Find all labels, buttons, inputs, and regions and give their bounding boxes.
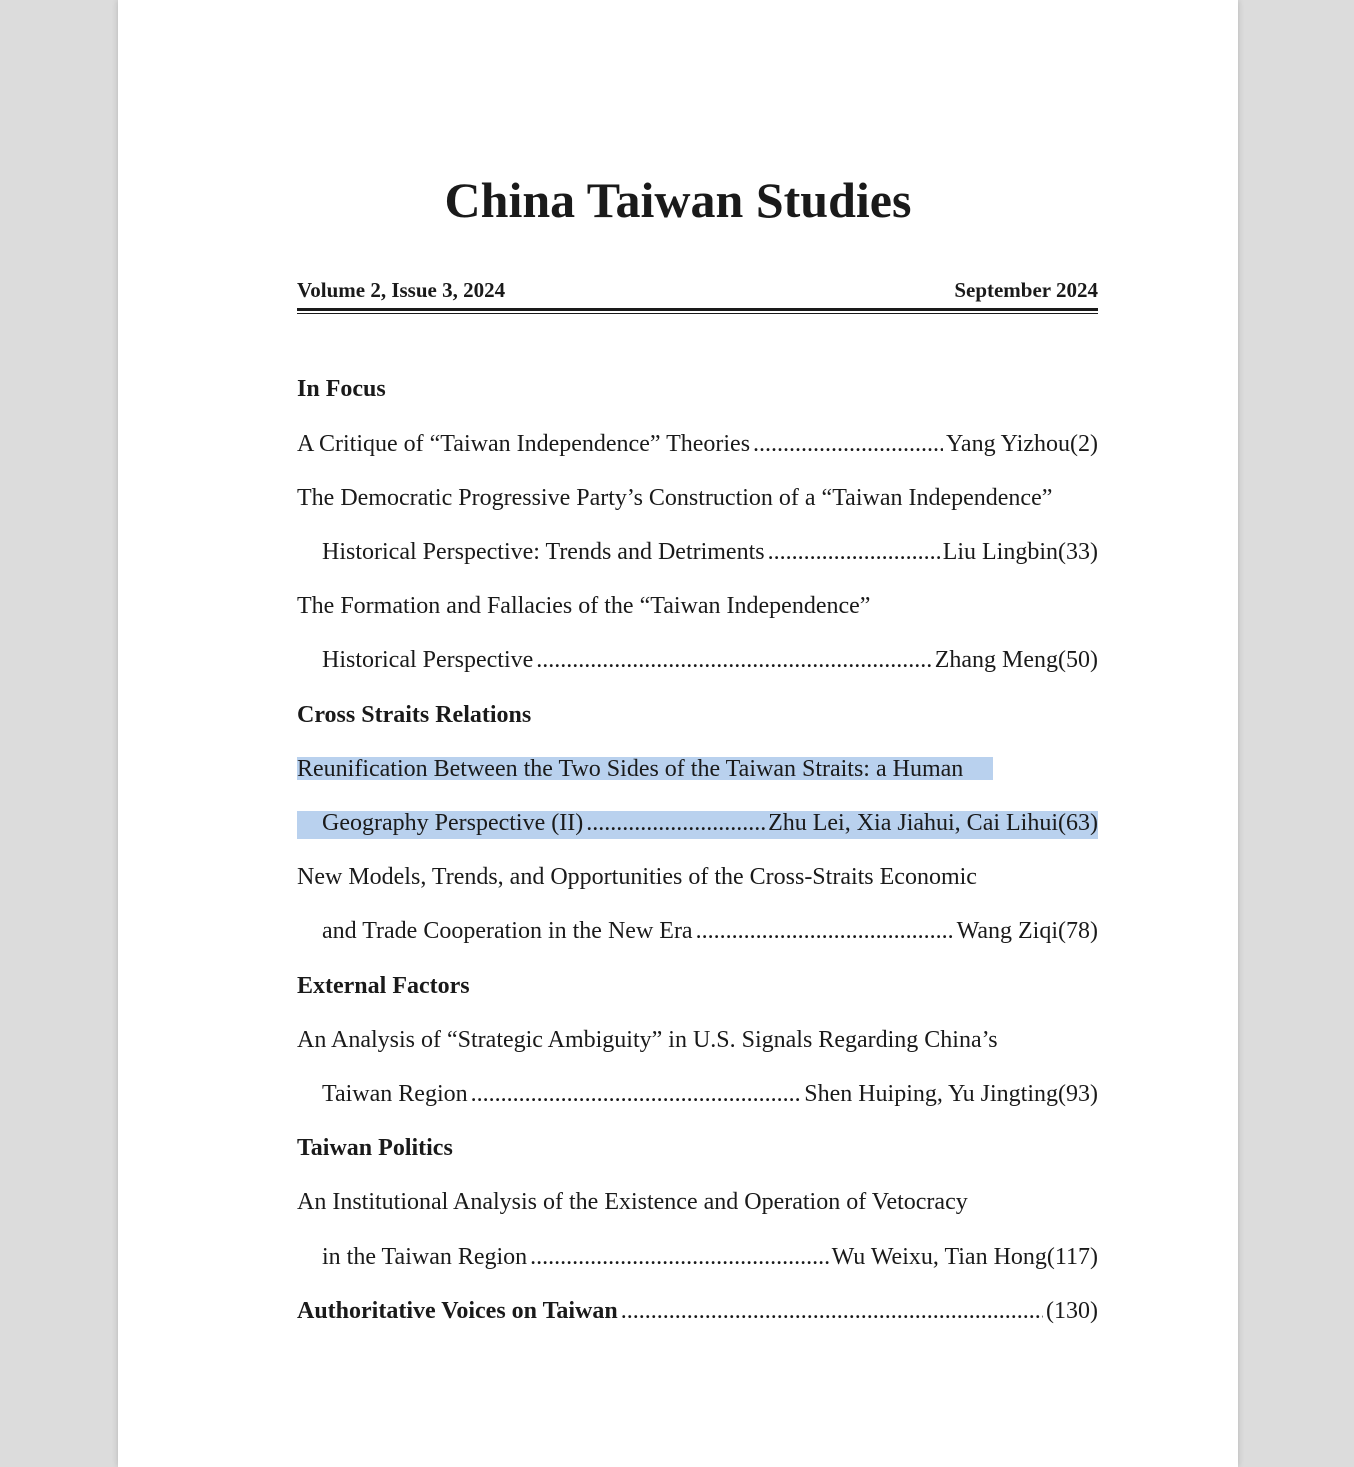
article-title-cont: Historical Perspective [322,647,534,673]
section-heading: External Factors [297,973,470,999]
article-title: An Analysis of “Strategic Ambiguity” in U.S. Signals Regarding China’s [297,1027,998,1053]
section-heading: In Focus [297,376,386,402]
article-author-page: Liu Lingbin(33) [942,539,1098,565]
toc-entry[interactable] [297,1024,1098,1056]
toc-entry-continuation[interactable] [322,644,1098,676]
article-title: The Formation and Fallacies of the “Taiwan Independence” [297,593,871,619]
dot-leader [471,1078,802,1110]
section-heading-inline: Authoritative Voices on Taiwan [297,1298,618,1324]
issue-info-row [297,276,1098,304]
dot-leader [621,1295,1043,1327]
article-title-cont: Geography Perspective (II) [322,810,584,836]
article-title: An Institutional Analysis of the Existence and Operation of Vetocracy [297,1189,968,1215]
dot-leader [753,428,943,460]
issue-date: September 2024 [954,278,1098,302]
toc-entry-continuation-selected[interactable] [322,807,1098,839]
toc-entry[interactable] [297,590,1098,622]
toc-entry-selected[interactable] [297,753,1098,785]
section-heading: Cross Straits Relations [297,702,532,728]
header-rule-thin [297,313,1098,314]
toc-entry-authoritative-voices[interactable] [297,1295,1098,1327]
article-title-cont: and Trade Cooperation in the New Era [322,918,693,944]
issue-volume: Volume 2, Issue 3, 2024 [297,278,506,302]
document-page [118,0,1238,1467]
journal-title: China Taiwan Studies [444,172,912,228]
article-author-page: Wang Ziqi(78) [956,918,1098,944]
dot-leader [586,807,765,839]
toc-entry[interactable] [297,428,1098,460]
toc-entry[interactable] [297,861,1098,893]
article-page: (130) [1046,1298,1098,1324]
article-title: The Democratic Progressive Party’s Construction of a “Taiwan Independence” [297,485,1053,511]
toc-entry[interactable] [297,1186,1098,1218]
article-title: New Models, Trends, and Opportunities of the Cross-Straits Economic [297,864,977,890]
dot-leader [530,1241,828,1273]
article-author-page: Shen Huiping, Yu Jingting(93) [804,1081,1098,1107]
article-title: Reunification Between the Two Sides of the Taiwan Straits: a Human [297,756,964,782]
toc-entry-continuation[interactable] [322,915,1098,947]
article-title-cont: Taiwan Region [322,1081,468,1107]
article-author-page: Wu Weixu, Tian Hong(117) [831,1244,1098,1270]
section-heading: Taiwan Politics [297,1135,453,1161]
article-author-page: Zhang Meng(50) [934,647,1098,673]
toc-entry-continuation[interactable] [322,1078,1098,1110]
header-rule-thick [297,308,1098,311]
article-author-page: Zhu Lei, Xia Jiahui, Cai Lihui(63) [768,810,1098,836]
article-title-cont: Historical Perspective: Trends and Detriments [322,539,765,565]
dot-leader [536,644,931,676]
toc-entry-continuation[interactable] [322,536,1098,568]
article-title-cont: in the Taiwan Region [322,1244,528,1270]
article-author-page: Yang Yizhou(2) [945,431,1098,457]
article-title: A Critique of “Taiwan Independence” Theories [297,431,751,457]
dot-leader [696,915,954,947]
toc-entry-continuation[interactable] [322,1241,1098,1273]
dot-leader [768,536,940,568]
toc-entry[interactable] [297,482,1098,514]
